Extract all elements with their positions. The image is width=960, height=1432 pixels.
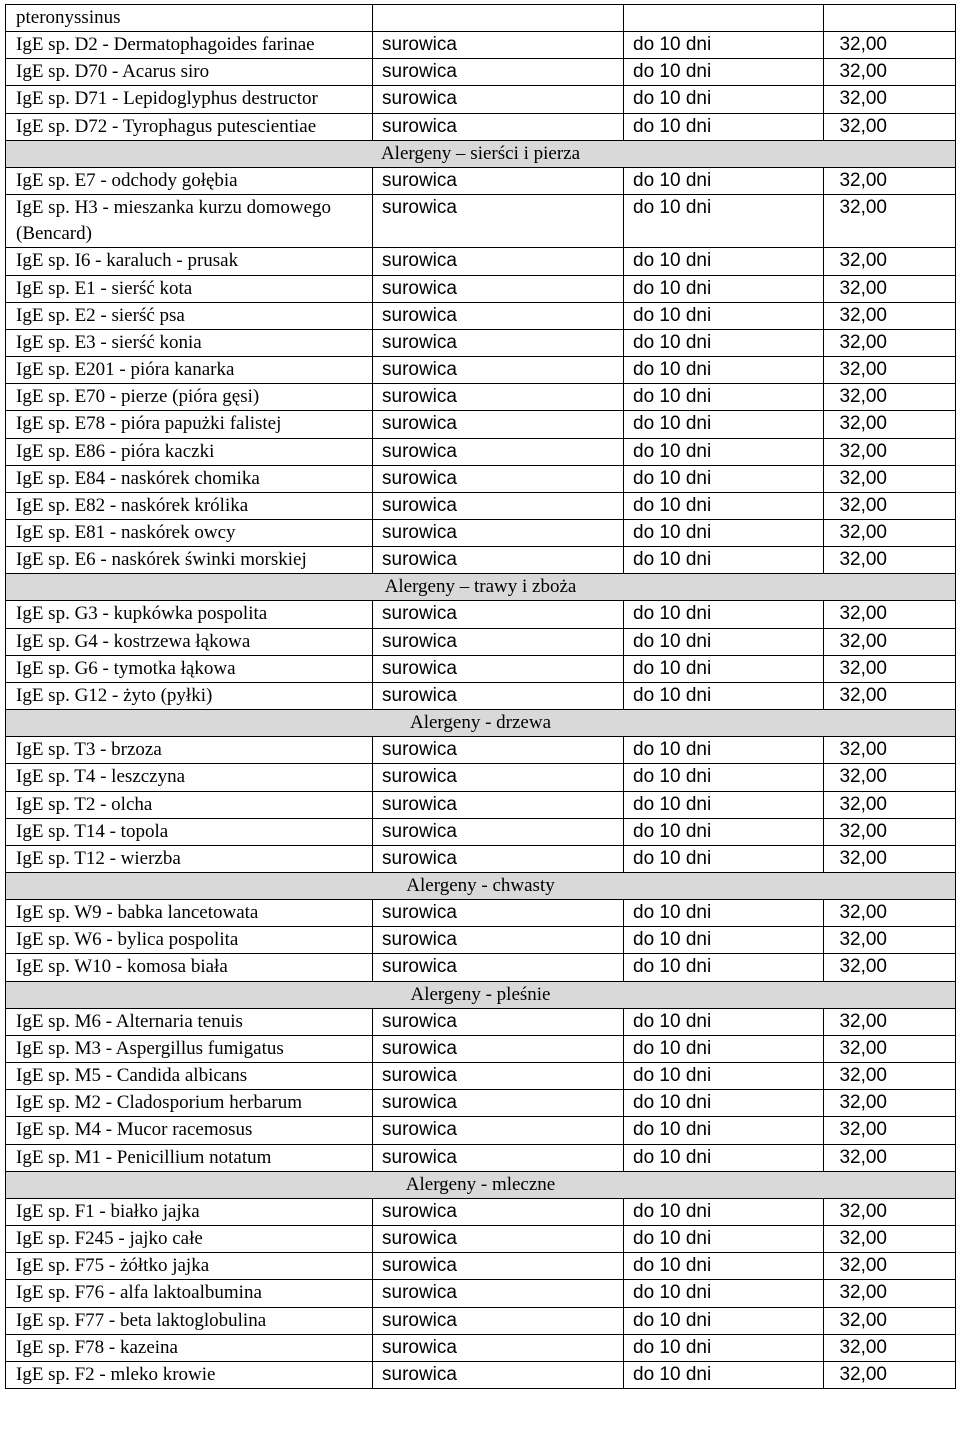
price-cell: 32,00: [824, 1226, 956, 1253]
table-row: [6, 927, 956, 954]
price-table-body: [6, 5, 956, 1389]
turnaround-time-cell: do 10 dni: [624, 628, 824, 655]
turnaround-time-cell: do 10 dni: [624, 1226, 824, 1253]
table-row: [6, 1253, 956, 1280]
test-name-cell: IgE sp. M3 - Aspergillus fumigatus: [6, 1035, 373, 1062]
turnaround-time-cell: do 10 dni: [624, 32, 824, 59]
material-cell: surowica: [373, 32, 624, 59]
material-cell: surowica: [373, 492, 624, 519]
material-cell: surowica: [373, 1361, 624, 1388]
table-row: [6, 1226, 956, 1253]
price-cell: 32,00: [824, 791, 956, 818]
table-row: [6, 384, 956, 411]
material-cell: surowica: [373, 465, 624, 492]
test-name-cell: IgE sp. I6 - karaluch - prusak: [6, 248, 373, 275]
table-row: [6, 302, 956, 329]
section-title: Alergeny – trawy i zboża: [6, 574, 956, 601]
price-cell: 32,00: [824, 845, 956, 872]
material-cell: surowica: [373, 195, 624, 248]
section-header-row: [6, 1171, 956, 1198]
material-cell: surowica: [373, 1063, 624, 1090]
price-cell: 32,00: [824, 1063, 956, 1090]
section-header-row: [6, 981, 956, 1008]
turnaround-time-cell: do 10 dni: [624, 601, 824, 628]
material-cell: surowica: [373, 900, 624, 927]
material-cell: [373, 5, 624, 32]
table-row: [6, 1280, 956, 1307]
table-row: [6, 1198, 956, 1225]
turnaround-time-cell: do 10 dni: [624, 113, 824, 140]
table-row: [6, 411, 956, 438]
turnaround-time-cell: do 10 dni: [624, 167, 824, 194]
table-row: [6, 845, 956, 872]
price-cell: 32,00: [824, 195, 956, 248]
table-row: [6, 519, 956, 546]
section-title: Alergeny - pleśnie: [6, 981, 956, 1008]
material-cell: surowica: [373, 1253, 624, 1280]
test-name-cell: IgE sp. E82 - naskórek królika: [6, 492, 373, 519]
price-cell: 32,00: [824, 628, 956, 655]
material-cell: surowica: [373, 1307, 624, 1334]
test-name-cell: IgE sp. G6 - tymotka łąkowa: [6, 655, 373, 682]
test-name-cell: IgE sp. E7 - odchody gołębia: [6, 167, 373, 194]
turnaround-time-cell: do 10 dni: [624, 59, 824, 86]
material-cell: surowica: [373, 628, 624, 655]
turnaround-time-cell: do 10 dni: [624, 1334, 824, 1361]
turnaround-time-cell: do 10 dni: [624, 492, 824, 519]
table-row: [6, 791, 956, 818]
material-cell: surowica: [373, 1226, 624, 1253]
table-row: [6, 1035, 956, 1062]
price-cell: 32,00: [824, 547, 956, 574]
price-cell: 32,00: [824, 465, 956, 492]
turnaround-time-cell: do 10 dni: [624, 1117, 824, 1144]
turnaround-time-cell: do 10 dni: [624, 1144, 824, 1171]
turnaround-time-cell: do 10 dni: [624, 1361, 824, 1388]
test-name-cell: IgE sp. E1 - sierść kota: [6, 275, 373, 302]
test-name-cell: IgE sp. F1 - białko jajka: [6, 1198, 373, 1225]
test-name-cell: IgE sp. E3 - sierść konia: [6, 329, 373, 356]
material-cell: surowica: [373, 601, 624, 628]
table-row: [6, 195, 956, 248]
section-title: Alergeny - drzewa: [6, 710, 956, 737]
material-cell: surowica: [373, 737, 624, 764]
turnaround-time-cell: do 10 dni: [624, 411, 824, 438]
test-name-cell: IgE sp. E70 - pierze (pióra gęsi): [6, 384, 373, 411]
table-row: [6, 86, 956, 113]
test-name-cell: IgE sp. T4 - leszczyna: [6, 764, 373, 791]
table-row: [6, 1008, 956, 1035]
turnaround-time-cell: do 10 dni: [624, 86, 824, 113]
table-row: [6, 275, 956, 302]
test-name-cell: IgE sp. H3 - mieszanka kurzu domowego (Bencard): [6, 195, 373, 248]
material-cell: surowica: [373, 1144, 624, 1171]
material-cell: surowica: [373, 1280, 624, 1307]
section-title: Alergeny - chwasty: [6, 873, 956, 900]
material-cell: surowica: [373, 1090, 624, 1117]
material-cell: surowica: [373, 113, 624, 140]
section-header-row: [6, 574, 956, 601]
material-cell: surowica: [373, 86, 624, 113]
material-cell: surowica: [373, 411, 624, 438]
test-name-cell: IgE sp. E2 - sierść psa: [6, 302, 373, 329]
test-name-cell: IgE sp. D70 - Acarus siro: [6, 59, 373, 86]
table-row: [6, 1117, 956, 1144]
test-name-cell: IgE sp. M2 - Cladosporium herbarum: [6, 1090, 373, 1117]
turnaround-time-cell: do 10 dni: [624, 1008, 824, 1035]
turnaround-time-cell: do 10 dni: [624, 465, 824, 492]
test-name-cell: IgE sp. G12 - żyto (pyłki): [6, 682, 373, 709]
turnaround-time-cell: do 10 dni: [624, 737, 824, 764]
price-cell: 32,00: [824, 1090, 956, 1117]
price-cell: 32,00: [824, 329, 956, 356]
material-cell: surowica: [373, 384, 624, 411]
price-cell: 32,00: [824, 818, 956, 845]
material-cell: surowica: [373, 167, 624, 194]
turnaround-time-cell: do 10 dni: [624, 818, 824, 845]
turnaround-time-cell: do 10 dni: [624, 1063, 824, 1090]
test-name-cell: IgE sp. W9 - babka lancetowata: [6, 900, 373, 927]
table-row: [6, 438, 956, 465]
table-row: [6, 248, 956, 275]
turnaround-time-cell: do 10 dni: [624, 1253, 824, 1280]
table-row: [6, 655, 956, 682]
turnaround-time-cell: do 10 dni: [624, 764, 824, 791]
test-name-cell: IgE sp. F78 - kazeina: [6, 1334, 373, 1361]
turnaround-time-cell: do 10 dni: [624, 384, 824, 411]
price-cell: 32,00: [824, 682, 956, 709]
test-name-cell: pteronyssinus: [6, 5, 373, 32]
section-header-row: [6, 710, 956, 737]
turnaround-time-cell: do 10 dni: [624, 547, 824, 574]
table-row: [6, 32, 956, 59]
test-name-cell: IgE sp. E86 - pióra kaczki: [6, 438, 373, 465]
table-row: [6, 465, 956, 492]
turnaround-time-cell: do 10 dni: [624, 655, 824, 682]
price-cell: 32,00: [824, 167, 956, 194]
material-cell: surowica: [373, 791, 624, 818]
price-cell: [824, 5, 956, 32]
table-row: [6, 1307, 956, 1334]
material-cell: surowica: [373, 1198, 624, 1225]
material-cell: surowica: [373, 927, 624, 954]
price-cell: 32,00: [824, 32, 956, 59]
test-name-cell: IgE sp. T2 - olcha: [6, 791, 373, 818]
turnaround-time-cell: do 10 dni: [624, 329, 824, 356]
test-name-cell: IgE sp. M4 - Mucor racemosus: [6, 1117, 373, 1144]
test-name-cell: IgE sp. T12 - wierzba: [6, 845, 373, 872]
turnaround-time-cell: do 10 dni: [624, 438, 824, 465]
table-row: [6, 764, 956, 791]
price-cell: 32,00: [824, 86, 956, 113]
price-cell: 32,00: [824, 302, 956, 329]
material-cell: surowica: [373, 275, 624, 302]
table-row: [6, 900, 956, 927]
test-name-cell: IgE sp. F2 - mleko krowie: [6, 1361, 373, 1388]
table-row: [6, 1144, 956, 1171]
price-cell: 32,00: [824, 492, 956, 519]
material-cell: surowica: [373, 1117, 624, 1144]
material-cell: surowica: [373, 302, 624, 329]
price-cell: 32,00: [824, 1253, 956, 1280]
price-cell: 32,00: [824, 954, 956, 981]
table-row: [6, 357, 956, 384]
test-name-cell: IgE sp. M5 - Candida albicans: [6, 1063, 373, 1090]
turnaround-time-cell: do 10 dni: [624, 791, 824, 818]
test-name-cell: IgE sp. F245 - jajko całe: [6, 1226, 373, 1253]
table-row: [6, 682, 956, 709]
price-list-document: [5, 4, 955, 1389]
table-row: [6, 113, 956, 140]
price-cell: 32,00: [824, 248, 956, 275]
table-row: [6, 818, 956, 845]
turnaround-time-cell: do 10 dni: [624, 275, 824, 302]
material-cell: surowica: [373, 954, 624, 981]
section-header-row: [6, 873, 956, 900]
test-name-cell: IgE sp. D71 - Lepidoglyphus destructor: [6, 86, 373, 113]
turnaround-time-cell: do 10 dni: [624, 682, 824, 709]
turnaround-time-cell: do 10 dni: [624, 954, 824, 981]
test-name-cell: IgE sp. D72 - Tyrophagus putescientiae: [6, 113, 373, 140]
test-name-cell: IgE sp. G3 - kupkówka pospolita: [6, 601, 373, 628]
material-cell: surowica: [373, 438, 624, 465]
turnaround-time-cell: do 10 dni: [624, 248, 824, 275]
material-cell: surowica: [373, 1008, 624, 1035]
test-name-cell: IgE sp. E78 - pióra papużki falistej: [6, 411, 373, 438]
price-cell: 32,00: [824, 1361, 956, 1388]
table-row: [6, 492, 956, 519]
test-name-cell: IgE sp. F77 - beta laktoglobulina: [6, 1307, 373, 1334]
turnaround-time-cell: do 10 dni: [624, 1035, 824, 1062]
material-cell: surowica: [373, 59, 624, 86]
price-cell: 32,00: [824, 1144, 956, 1171]
table-row: [6, 1334, 956, 1361]
table-row: [6, 547, 956, 574]
turnaround-time-cell: do 10 dni: [624, 302, 824, 329]
price-cell: 32,00: [824, 1117, 956, 1144]
test-name-cell: IgE sp. E81 - naskórek owcy: [6, 519, 373, 546]
price-cell: 32,00: [824, 1334, 956, 1361]
price-cell: 32,00: [824, 1008, 956, 1035]
material-cell: surowica: [373, 547, 624, 574]
turnaround-time-cell: do 10 dni: [624, 1307, 824, 1334]
material-cell: surowica: [373, 357, 624, 384]
turnaround-time-cell: [624, 5, 824, 32]
material-cell: surowica: [373, 248, 624, 275]
material-cell: surowica: [373, 1334, 624, 1361]
price-cell: 32,00: [824, 438, 956, 465]
turnaround-time-cell: do 10 dni: [624, 927, 824, 954]
turnaround-time-cell: do 10 dni: [624, 519, 824, 546]
table-row: [6, 737, 956, 764]
material-cell: surowica: [373, 655, 624, 682]
table-row: [6, 1090, 956, 1117]
price-cell: 32,00: [824, 1035, 956, 1062]
material-cell: surowica: [373, 682, 624, 709]
test-name-cell: IgE sp. E6 - naskórek świnki morskiej: [6, 547, 373, 574]
material-cell: surowica: [373, 1035, 624, 1062]
turnaround-time-cell: do 10 dni: [624, 357, 824, 384]
table-row: [6, 329, 956, 356]
turnaround-time-cell: do 10 dni: [624, 1198, 824, 1225]
table-row: [6, 954, 956, 981]
table-row: [6, 1361, 956, 1388]
price-cell: 32,00: [824, 1307, 956, 1334]
price-cell: 32,00: [824, 1280, 956, 1307]
price-cell: 32,00: [824, 59, 956, 86]
price-cell: 32,00: [824, 113, 956, 140]
material-cell: surowica: [373, 818, 624, 845]
price-cell: 32,00: [824, 655, 956, 682]
material-cell: surowica: [373, 764, 624, 791]
test-name-cell: IgE sp. W10 - komosa biała: [6, 954, 373, 981]
price-table: [5, 4, 956, 1389]
test-name-cell: IgE sp. E84 - naskórek chomika: [6, 465, 373, 492]
test-name-cell: IgE sp. D2 - Dermatophagoides farinae: [6, 32, 373, 59]
test-name-cell: IgE sp. E201 - pióra kanarka: [6, 357, 373, 384]
turnaround-time-cell: do 10 dni: [624, 195, 824, 248]
section-title: Alergeny – sierści i pierza: [6, 140, 956, 167]
turnaround-time-cell: do 10 dni: [624, 845, 824, 872]
price-cell: 32,00: [824, 411, 956, 438]
price-cell: 32,00: [824, 900, 956, 927]
price-cell: 32,00: [824, 927, 956, 954]
price-cell: 32,00: [824, 357, 956, 384]
turnaround-time-cell: do 10 dni: [624, 1090, 824, 1117]
price-cell: 32,00: [824, 384, 956, 411]
price-cell: 32,00: [824, 1198, 956, 1225]
turnaround-time-cell: do 10 dni: [624, 1280, 824, 1307]
price-cell: 32,00: [824, 764, 956, 791]
section-header-row: [6, 140, 956, 167]
turnaround-time-cell: do 10 dni: [624, 900, 824, 927]
test-name-cell: IgE sp. T14 - topola: [6, 818, 373, 845]
table-row: [6, 628, 956, 655]
table-row: [6, 59, 956, 86]
price-cell: 32,00: [824, 601, 956, 628]
table-row: [6, 167, 956, 194]
test-name-cell: IgE sp. M1 - Penicillium notatum: [6, 1144, 373, 1171]
table-row: [6, 5, 956, 32]
test-name-cell: IgE sp. M6 - Alternaria tenuis: [6, 1008, 373, 1035]
test-name-cell: IgE sp. W6 - bylica pospolita: [6, 927, 373, 954]
price-cell: 32,00: [824, 519, 956, 546]
test-name-cell: IgE sp. T3 - brzoza: [6, 737, 373, 764]
material-cell: surowica: [373, 519, 624, 546]
material-cell: surowica: [373, 329, 624, 356]
table-row: [6, 1063, 956, 1090]
price-cell: 32,00: [824, 737, 956, 764]
section-title: Alergeny - mleczne: [6, 1171, 956, 1198]
price-cell: 32,00: [824, 275, 956, 302]
test-name-cell: IgE sp. F76 - alfa laktoalbumina: [6, 1280, 373, 1307]
material-cell: surowica: [373, 845, 624, 872]
test-name-cell: IgE sp. G4 - kostrzewa łąkowa: [6, 628, 373, 655]
table-row: [6, 601, 956, 628]
test-name-cell: IgE sp. F75 - żółtko jajka: [6, 1253, 373, 1280]
